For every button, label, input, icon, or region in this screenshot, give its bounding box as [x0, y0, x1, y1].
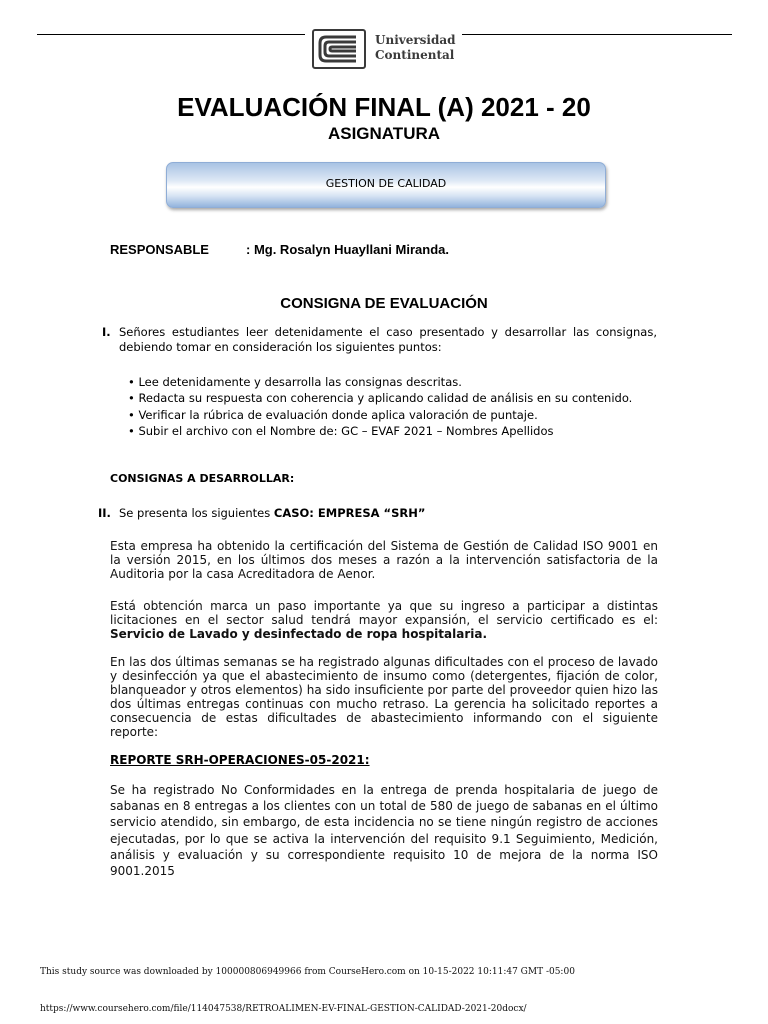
case-paragraph-1: Esta empresa ha obtenido la certificación del Sistema de Gestión de Calidad ISO 9001 en la versión 2015, en los últimos dos meses a razón a la intervención satisfactoria de la Auditoria por la casa Acreditadora de Aenor. [110, 539, 658, 581]
course-banner [166, 162, 606, 208]
header-rule-left [37, 34, 305, 35]
exam-title: EVALUACIÓN FINAL (A) 2021 - 20 [177, 92, 591, 122]
list-item: • Redacta su respuesta con coherencia y aplicando calidad de análisis en su contenido. [128, 390, 632, 406]
university-logo-icon [312, 29, 366, 69]
certified-service: Servicio de Lavado y desinfectado de ropa hospitalaria. [110, 627, 488, 641]
section2-text [119, 506, 425, 520]
case-paragraph-2-text: Está obtención marca un paso importante ya que su ingreso a participar a distintas licitaciones en el sector salud tendrá mayor expansión, el servicio certificado es el: [110, 599, 658, 627]
exam-subtitle: ASIGNATURA [327, 124, 441, 143]
university-name-line1: Universidad [375, 33, 456, 47]
course-name: GESTION DE CALIDAD [325, 177, 447, 190]
download-note: This study source was downloaded by 100000806949966 from CourseHero.com on 10-15-2022 10:11:47 GMT -05:00 [40, 967, 575, 977]
report-title: REPORTE SRH-OPERACIONES-05-2021: [110, 753, 370, 767]
list-item: • Subir el archivo con el Nombre de: GC – EVAF 2021 – Nombres Apellidos [128, 423, 632, 439]
source-url: https://www.coursehero.com/file/114047538/RETROALIMEN-EV-FINAL-GESTION-CALIDAD-2021-20docx/ [40, 1004, 527, 1014]
list-item: • Verificar la rúbrica de evaluación donde aplica valoración de puntaje. [128, 407, 632, 423]
case-paragraph-2 [110, 599, 658, 641]
responsable-label: RESPONSABLE [110, 242, 209, 257]
section1-numeral: I. [102, 325, 111, 339]
instructions-list [128, 374, 632, 439]
section1-text: Señores estudiantes leer detenidamente el caso presentado y desarrollar las consignas, debiendo tomar en consideración los siguientes puntos: [119, 325, 657, 354]
header-rule-right [462, 34, 732, 35]
university-name-line2: Continental [375, 48, 455, 62]
section2-text-prefix: Se presenta los siguientes [119, 506, 274, 520]
university-name [375, 33, 456, 63]
case-paragraph-3: En las dos últimas semanas se ha registrado algunas dificultades con el proceso de lavado y desinfección ya que el abastecimiento de insumo como (detergentes, fijación de color, blanqueador y otros elementos) ha sido insuficiente por parte del proveedor quien hizo las dos últimas entregas continuas con mucho retraso. La gerencia ha solicitado reportes a consecuencia de estas dificultades de abastecimiento informando con el siguiente reporte: [110, 655, 658, 739]
responsable-value: : Mg. Rosalyn Huayllani Miranda. [246, 242, 449, 257]
list-item: • Lee detenidamente y desarrolla las consignas descritas. [128, 374, 632, 390]
consignas-label: CONSIGNAS A DESARROLLAR: [110, 472, 295, 485]
consigna-title: CONSIGNA DE EVALUACIÓN [280, 295, 488, 312]
case-title: CASO: EMPRESA “SRH” [273, 506, 426, 520]
report-paragraph: Se ha registrado No Conformidades en la entrega de prenda hospitalaria de juego de sabanas en 8 entregas a los clientes con un total de 580 de juego de sabanas en el último servicio atendido, sin embargo, de esta incidencia no se tiene ningún registro de acciones ejecutadas, por lo que se activa la intervención del requisito 9.1 Seguimiento, Medición, análisis y evaluación y su correspondiente requisito 10 de mejora de la norma ISO 9001.2015 [110, 783, 658, 879]
section2-numeral: II. [98, 506, 111, 520]
